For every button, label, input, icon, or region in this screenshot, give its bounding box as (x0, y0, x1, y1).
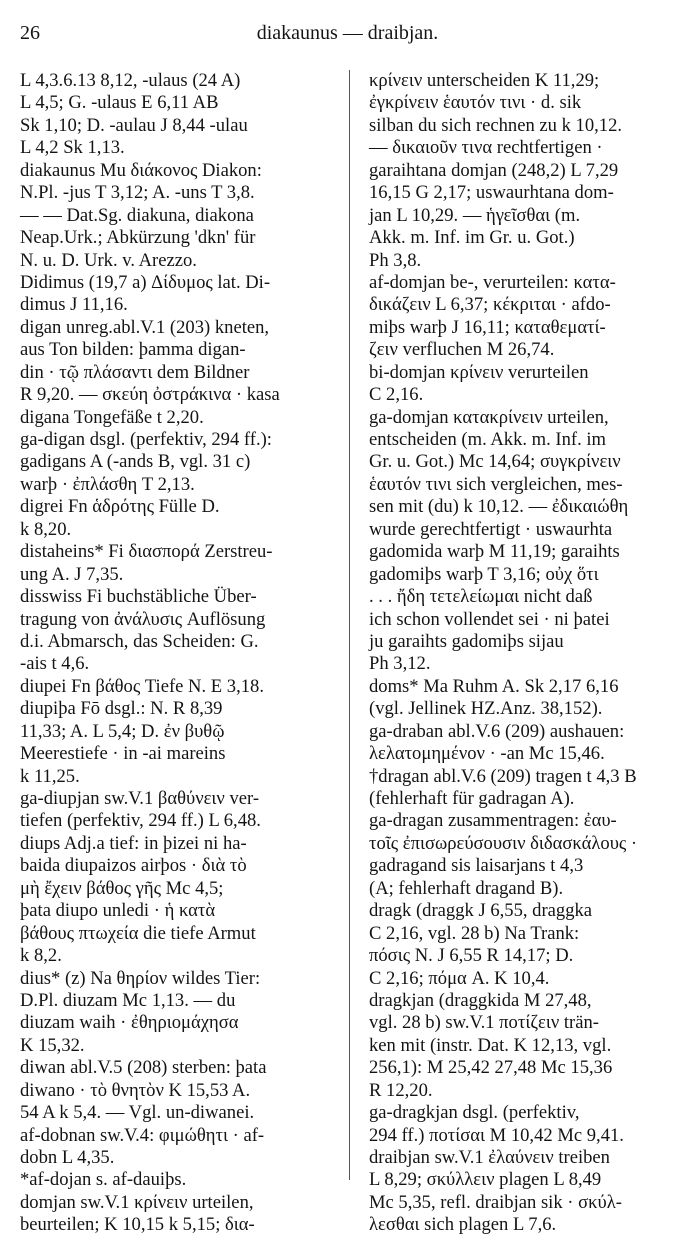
dictionary-line: vgl. 28 b) sw.V.1 ποτίζειν trän- (369, 1012, 599, 1034)
dictionary-line: μὴ ἔχειν βάθος γῆς Mc 4,5; (20, 877, 224, 899)
dictionary-line: ga-dragan zusammentragen: ἐαυ- (369, 810, 617, 832)
dictionary-line: ga-draban abl.V.6 (209) aushauen: (369, 720, 625, 742)
dictionary-line: Meerestiefe · in -ai mareins (20, 743, 226, 765)
dictionary-line: diupei Fn βάθος Tiefe N. E 3,18. (20, 675, 264, 697)
dictionary-line: ga-digan dsgl. (perfektiv, 294 ff.): (20, 429, 272, 450)
dictionary-line: distaheins* Fi διασπορά Zerstreu- (20, 541, 273, 563)
dictionary-line: (fehlerhaft für gadragan A). (369, 788, 575, 809)
dictionary-line: þata diupo unledi · ἡ κατὰ (20, 900, 216, 922)
dictionary-line: K 15,32. (20, 1034, 85, 1056)
dictionary-line: k 11,25. (20, 765, 80, 787)
dictionary-line: diups Adj.a tief: in þizei ni ha- (20, 832, 247, 854)
dictionary-line: diwan abl.V.5 (208) sterben: þata (20, 1057, 267, 1079)
dictionary-line: R 12,20. (369, 1079, 433, 1101)
right-column (369, 70, 687, 1237)
dictionary-line: af-dobnan sw.V.4: φιμώθητι · af- (20, 1124, 265, 1146)
dictionary-line: πόσις N. J 6,55 R 14,17; D. (369, 945, 574, 967)
dictionary-line: (vgl. Jellinek HZ.Anz. 38,152). (369, 698, 603, 720)
dictionary-line: L 4,3.6.13 8,12, -ulaus (24 A) (20, 70, 241, 91)
dictionary-line: L 4,5; G. -ulaus E 6,11 AB (20, 92, 219, 114)
dictionary-line: diakaunus Mu διάκονος Diakon: (20, 159, 262, 181)
dictionary-line: entscheiden (m. Akk. m. Inf. im (369, 429, 607, 450)
dictionary-line: *af-dojan s. af-dauiþs. (20, 1169, 187, 1191)
dictionary-line: δικάζειν L 6,37; κέκριται · afdo- (369, 294, 611, 316)
dictionary-line: C 2,16, vgl. 28 b) Na Trank: (369, 922, 580, 944)
dictionary-line: ἑαυτόν τινι sich vergleichen, mes- (369, 473, 623, 495)
dictionary-line: βάθους πτωχεία die tiefe Armut (20, 922, 256, 944)
dictionary-line: aus Ton bilden: þamma digan- (20, 339, 246, 361)
dictionary-line: †dragan abl.V.6 (209) tragen t 4,3 B (369, 765, 637, 787)
dictionary-line: dragk (draggk J 6,55, draggka (369, 900, 593, 922)
dictionary-line: C 2,16. (369, 384, 424, 406)
dictionary-line: — — Dat.Sg. diakuna, diakona (20, 204, 254, 226)
dictionary-line: ga-diupjan sw.V.1 βαθύνειν ver- (20, 788, 260, 809)
dictionary-line: ζειν verfluchen M 26,74. (369, 339, 555, 361)
dictionary-line: Akk. m. Inf. im Gr. u. Got.) (369, 227, 575, 249)
page-number: 26 (20, 22, 40, 44)
dictionary-line: L 8,29; σκύλλειν plagen L 8,49 (369, 1169, 602, 1191)
dictionary-line: 11,33; A. L 5,4; D. ἐν βυθῷ (20, 720, 225, 742)
running-head: diakaunus — draibjan. (256, 22, 439, 44)
dictionary-line: Mc 5,35, refl. draibjan sik · σκύλ- (369, 1191, 622, 1213)
left-column (20, 70, 338, 1237)
dictionary-line: digana Tongefäße t 2,20. (20, 406, 204, 428)
dictionary-line: k 8,2. (20, 945, 62, 967)
dictionary-line: disswiss Fi buchstäbliche Über- (20, 586, 257, 608)
dictionary-line: domjan sw.V.1 κρίνειν urteilen, (20, 1191, 254, 1213)
dictionary-line: warþ · ἐπλάσθη T 2,13. (20, 473, 195, 495)
dictionary-line: gadomida warþ M 11,19; garaihts (369, 541, 620, 563)
dictionary-line: tragung von ἀνάλυσις Auflösung (20, 608, 266, 630)
dictionary-line: d.i. Abmarsch, das Scheiden: G. (20, 630, 259, 652)
dictionary-line: gadragand sis laisarjans t 4,3 (369, 855, 584, 877)
dictionary-line: draibjan sw.V.1 ἐλαύνειν treiben (369, 1147, 610, 1168)
dictionary-line: digan unreg.abl.V.1 (203) kneten, (20, 316, 270, 338)
dictionary-line: R 9,20. — σκεύη ὀστράκινα · kasa (20, 384, 280, 406)
dictionary-line: miþs warþ J 16,11; καταθεματί- (369, 316, 606, 338)
dictionary-line: Ph 3,8. (369, 249, 422, 271)
dictionary-line: τοῖς ἐπισωρεύσουσιν διδασκάλους · (369, 832, 638, 854)
dictionary-line: -ais t 4,6. (20, 653, 90, 675)
dictionary-line: Neap.Urk.; Abkürzung 'dkn' für (20, 227, 256, 249)
dictionary-line: Gr. u. Got.) Mc 14,64; συγκρίνειν (369, 451, 621, 473)
dictionary-line: ken mit (instr. Dat. K 12,13, vgl. (369, 1034, 612, 1056)
dictionary-line: diupiþa Fō dsgl.: N. R 8,39 (20, 698, 223, 720)
dictionary-line: D.Pl. diuzam Mc 1,13. — du (20, 989, 236, 1011)
dictionary-line: ga-dragkjan dsgl. (perfektiv, (369, 1102, 580, 1124)
dictionary-line: ga-domjan κατακρίνειν urteilen, (369, 406, 609, 428)
dictionary-line: κρίνειν unterscheiden K 11,29; (369, 70, 600, 91)
dictionary-line: beurteilen; K 10,15 k 5,15; δια- (20, 1214, 255, 1236)
dictionary-line: ich schon vollendet sei · ni þatei (369, 608, 610, 630)
dictionary-line: ἐγκρίνειν ἑαυτόν τινι · d. sik (369, 92, 582, 114)
dictionary-line: dobn L 4,35. (20, 1147, 115, 1168)
dictionary-line: digrei Fn ἁδρότης Fülle D. (20, 496, 220, 518)
dictionary-line: N. u. D. Urk. v. Arezzo. (20, 249, 197, 271)
dictionary-line: dimus J 11,16. (20, 294, 128, 316)
dictionary-line: gadomiþs warþ T 3,16; οὐχ ὅτι (369, 563, 599, 585)
dictionary-line: jan L 10,29. — ἡγεῖσθαι (m. (369, 204, 581, 226)
dictionary-line: ju garaihts gadomiþs sijau (369, 630, 564, 652)
dictionary-line: Didimus (19,7 a) Δίδυμος lat. Di- (20, 271, 271, 293)
dictionary-line: 16,15 G 2,17; uswaurhtana dom- (369, 182, 614, 204)
dictionary-line: gadigans A (-ands B, vgl. 31 c) (20, 451, 251, 473)
dictionary-line: N.Pl. -jus T 3,12; A. -uns T 3,8. (20, 182, 255, 204)
dictionary-line: C 2,16; πόμα A. K 10,4. (369, 967, 550, 989)
dictionary-line: λελατομημένον · -an Mc 15,46. (369, 743, 605, 765)
dictionary-line: (A; fehlerhaft dragand B). (369, 877, 564, 899)
dictionary-line: 256,1): M 25,42 27,48 Mc 15,36 (369, 1057, 613, 1079)
dictionary-line: L 4,2 Sk 1,13. (20, 137, 125, 159)
dictionary-line: tiefen (perfektiv, 294 ff.) L 6,48. (20, 810, 261, 832)
dictionary-line: garaihtana domjan (248,2) L 7,29 (369, 159, 619, 181)
dictionary-line: Sk 1,10; D. -aulau J 8,44 -ulau (20, 114, 248, 136)
dictionary-line: diwano · τὸ θνητὸν K 15,53 A. (20, 1079, 251, 1101)
dictionary-line: 294 ff.) ποτίσαι M 10,42 Mc 9,41. (369, 1124, 624, 1146)
dictionary-line: λεσθαι sich plagen L 7,6. (369, 1214, 557, 1236)
dictionary-line: baida diupaizos airþos · διὰ τὸ (20, 855, 247, 877)
dictionary-line: bi-domjan κρίνειν verurteilen (369, 361, 589, 383)
dictionary-line: wurde gerechtfertigt · uswaurhta (369, 518, 613, 540)
dictionary-line: k 8,20. (20, 518, 72, 540)
dictionary-line: dius* (z) Na θηρίον wildes Tier: (20, 967, 261, 989)
dictionary-line: 54 A k 5,4. — Vgl. un-diwanei. (20, 1102, 255, 1124)
page-header (20, 22, 675, 52)
dictionary-line: silban du sich rechnen zu k 10,12. (369, 114, 623, 136)
dictionary-line: . . . ἤδη τετελείωμαι nicht daß (369, 586, 593, 608)
dictionary-line: ung A. J 7,35. (20, 563, 124, 585)
dictionary-line: sen mit (du) k 10,12. — ἐδικαιώθη (369, 496, 629, 518)
dictionary-line: af-domjan be-, verurteilen: κατα- (369, 271, 616, 293)
column-divider (349, 70, 350, 1180)
dictionary-line: doms* Ma Ruhm A. Sk 2,17 6,16 (369, 675, 619, 697)
dictionary-line: din · τῷ πλάσαντι dem Bildner (20, 361, 250, 383)
dictionary-line: Ph 3,12. (369, 653, 431, 675)
dictionary-line: diuzam waih · ἐθηριομάχησα (20, 1012, 239, 1034)
dictionary-line: dragkjan (draggkida M 27,48, (369, 989, 592, 1011)
dictionary-line: — δικαιοῦν τινα rechtfertigen · (369, 137, 603, 159)
